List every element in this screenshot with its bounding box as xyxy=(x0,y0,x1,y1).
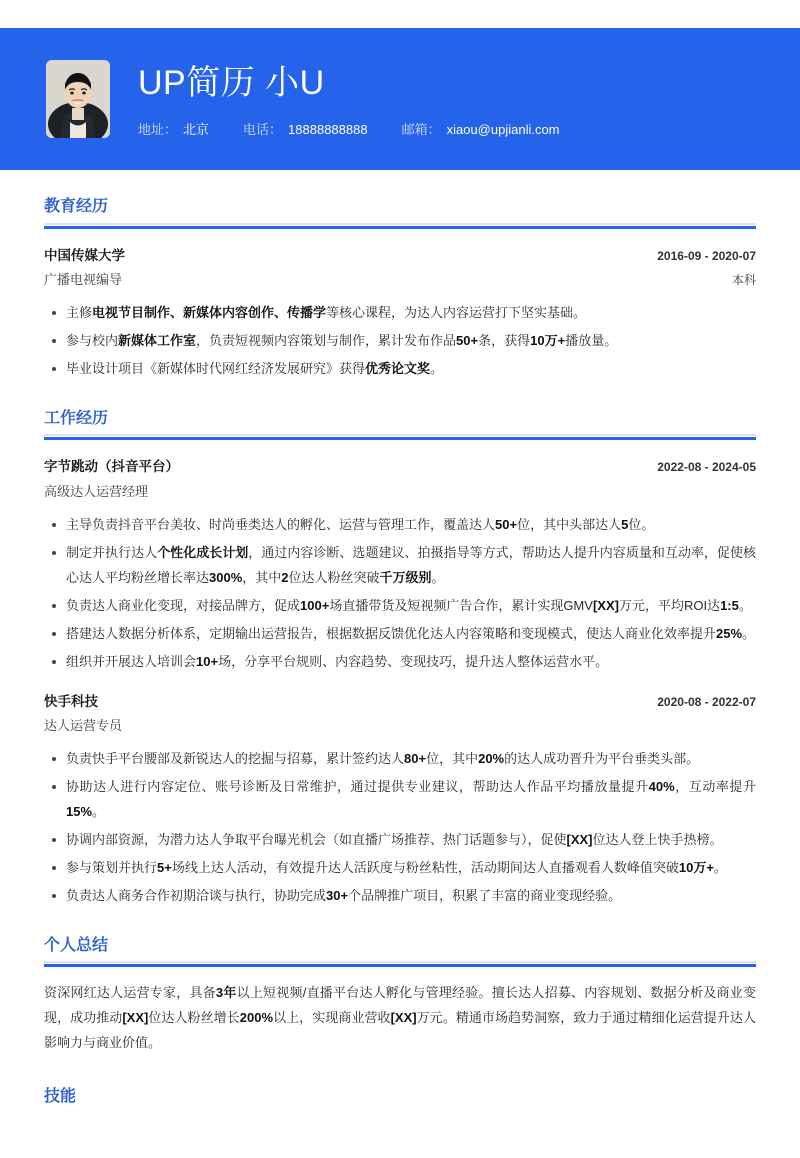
section-education-title: 教育经历 xyxy=(44,198,109,215)
section-summary-head xyxy=(44,935,756,968)
entry-header-row xyxy=(44,245,756,267)
bullet-item: 主导负责抖音平台美妆、时尚垂类达人的孵化、运营与管理工作，覆盖达人50+位，其中头部达人5位。 xyxy=(66,513,756,538)
section-rule-light xyxy=(44,223,756,225)
entry-role: 达人运营专员 xyxy=(44,718,123,734)
section-skills-title: 技能 xyxy=(44,1088,77,1106)
section-rule-light xyxy=(44,434,756,436)
contact-phone xyxy=(243,119,368,138)
education-entries xyxy=(44,245,756,382)
entry-subheader-row xyxy=(44,482,756,503)
section-summary-title: 个人总结 xyxy=(44,936,109,954)
contact-email-label: 邮箱： xyxy=(401,121,441,137)
section-rule-blue xyxy=(44,437,756,440)
bullet-item: 主修电视节目制作、新媒体内容创作、传播学等核心课程，为达人内容运营打下坚实基础。 xyxy=(66,301,756,326)
section-rule-blue xyxy=(44,226,756,229)
section-education-head xyxy=(44,196,756,229)
experience-entry xyxy=(44,456,756,674)
work-entries xyxy=(44,456,756,908)
section-work xyxy=(44,408,756,909)
section-work-head xyxy=(44,408,756,441)
entry-organization: 快手科技 xyxy=(44,693,98,709)
entry-subheader-row xyxy=(44,270,756,291)
resume-page xyxy=(0,28,800,1113)
contact-row xyxy=(138,119,560,138)
avatar xyxy=(46,60,110,138)
summary-paragraph: 资深网红达人运营专家，具备3年以上短视频/直播平台达人孵化与管理经验。擅长达人招募、内容规划、数据分析及商业变现，成功推动[XX]位达人粉丝增长200%以上，实现商业营收[XX]万元。精通市场趋势洞察，致力于通过精细化运营提升达人影响力与商业价值。 xyxy=(44,985,756,1051)
bullet-item: 参与策划并执行5+场线上达人活动，有效提升达人活跃度与粉丝粘性，活动期间达人直播观看人数峰值突破10万+。 xyxy=(66,856,756,881)
entry-role: 高级达人运营经理 xyxy=(44,484,149,500)
entry-bullet-list xyxy=(44,513,756,675)
section-rule-light xyxy=(44,961,756,963)
bullet-item: 协调内部资源，为潜力达人争取平台曝光机会（如直播广场推荐、热门话题参与），促使[XX]位达人登上快手热榜。 xyxy=(66,828,756,853)
bullet-item: 参与校内新媒体工作室，负责短视频内容策划与制作，累计发布作品50+条，获得10万+播放量。 xyxy=(66,329,756,354)
entry-organization: 中国传媒大学 xyxy=(44,247,125,263)
section-education xyxy=(44,196,756,382)
contact-address-label: 地址： xyxy=(138,121,178,137)
contact-email xyxy=(402,119,560,138)
section-rule-blue xyxy=(44,964,756,967)
contact-address-value: 北京 xyxy=(183,121,210,137)
entry-header-row xyxy=(44,691,756,713)
resume-body xyxy=(0,196,800,1113)
identity-block xyxy=(138,60,560,138)
bullet-item: 制定并执行达人个性化成长计划，通过内容诊断、选题建议、拍摄指导等方式，帮助达人提升内容质量和互动率，促使核心达人平均粉丝增长率达300%，其中2位达人粉丝突破千万级别。 xyxy=(66,541,756,591)
entry-bullet-list xyxy=(44,747,756,909)
section-work-title: 工作经历 xyxy=(44,409,109,427)
page-title: UP简历 小U xyxy=(138,64,325,103)
bullet-item: 毕业设计项目《新媒体时代网红经济发展研究》获得优秀论文奖。 xyxy=(66,357,756,382)
bullet-item: 协助达人进行内容定位、账号诊断及日常维护，通过提供专业建议，帮助达人作品平均播放量提升40%，互动率提升15%。 xyxy=(66,775,756,825)
entry-date-range: 2022-08 - 2024-05 xyxy=(657,460,756,475)
section-skills xyxy=(44,1086,756,1113)
bullet-item: 负责快手平台腰部及新锐达人的挖掘与招募，累计签约达人80+位，其中20%的达人成功晋升为平台垂类头部。 xyxy=(66,747,756,772)
section-skills-head xyxy=(44,1086,756,1113)
entry-date-range: 2020-08 - 2022-07 xyxy=(657,694,756,709)
experience-entry xyxy=(44,245,756,382)
entry-organization: 字节跳动（抖音平台） xyxy=(44,459,179,475)
entry-subheader-row xyxy=(44,716,756,737)
entry-bullet-list xyxy=(44,301,756,382)
section-summary xyxy=(44,935,756,1056)
bullet-item: 负责达人商业化变现，对接品牌方，促成100+场直播带货及短视频广告合作，累计实现GMV[XX]万元，平均ROI达1:5。 xyxy=(66,594,756,619)
contact-address xyxy=(138,119,209,138)
experience-entry xyxy=(44,691,756,909)
entry-date-range: 2016-09 - 2020-07 xyxy=(657,248,756,263)
entry-header-row xyxy=(44,456,756,478)
contact-phone-label: 电话： xyxy=(243,121,283,137)
contact-email-value: xiaou@upjianli.com xyxy=(446,121,560,137)
entry-degree: 本科 xyxy=(731,273,756,288)
bullet-item: 负责达人商务合作初期洽谈与执行，协助完成30+个品牌推广项目，积累了丰富的商业变现经验。 xyxy=(66,884,756,909)
resume-header-banner xyxy=(0,28,800,170)
bullet-item: 组织并开展达人培训会10+场，分享平台规则、内容趋势、变现技巧，提升达人整体运营水平。 xyxy=(66,650,756,675)
entry-role: 广播电视编导 xyxy=(44,272,123,288)
portrait-photo-icon xyxy=(46,60,110,138)
contact-phone-value: 18888888888 xyxy=(288,121,368,137)
bullet-item: 搭建达人数据分析体系，定期输出运营报告，根据数据反馈优化达人内容策略和变现模式，使达人商业化效率提升25%。 xyxy=(66,622,756,647)
